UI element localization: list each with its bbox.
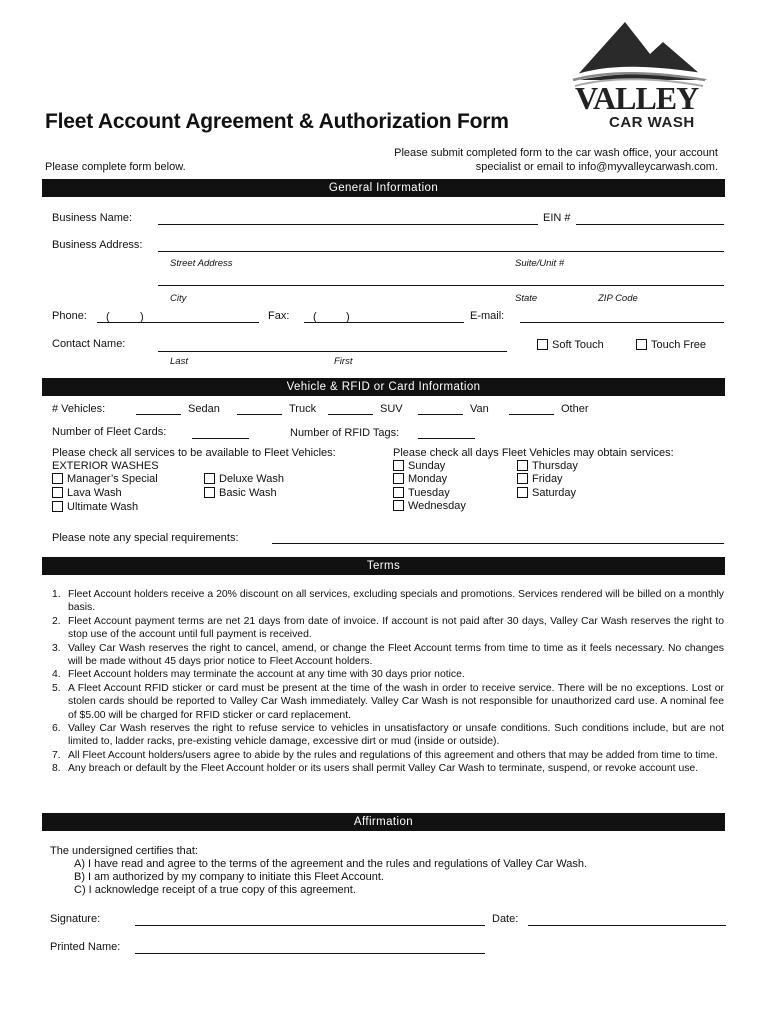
basic-wash-checkbox[interactable] (204, 487, 215, 498)
terms-list (52, 588, 724, 776)
fleet-cards-label: Number of Fleet Cards: (52, 426, 167, 438)
touch-free-checkbox[interactable] (636, 339, 647, 350)
truck-count-field[interactable] (237, 414, 282, 415)
service-deluxe-wash[interactable]: Deluxe Wash (204, 473, 284, 485)
phone-paren-open: ( (106, 311, 110, 323)
ultimate-wash-checkbox[interactable] (52, 501, 63, 512)
last-caption: Last (170, 356, 188, 367)
fax-paren-close: ) (346, 311, 350, 323)
city-state-zip-field[interactable] (158, 285, 724, 286)
first-caption: First (334, 356, 353, 367)
suite-unit-caption: Suite/Unit # (515, 258, 565, 269)
tuesday-checkbox[interactable] (393, 487, 404, 498)
instructions-right-1: Please submit completed form to the car wash office, your account (394, 147, 718, 159)
sedan-count-field[interactable] (136, 414, 181, 415)
exterior-washes-label: EXTERIOR WASHES (52, 460, 159, 472)
street-address-caption: Street Address (170, 258, 233, 269)
term-item: 1. Fleet Account holders receive a 20% discount on all services, excluding specials and promotions. Services rendered will be billed on a monthly basis. (52, 589, 724, 614)
affirmation-intro: The undersigned certifies that: (50, 845, 198, 857)
sedan-label: Sedan (188, 403, 220, 415)
day-monday[interactable]: Monday (393, 473, 447, 485)
soft-touch-option[interactable]: Soft Touch (537, 339, 604, 351)
rfid-tags-field[interactable] (418, 438, 475, 439)
deluxe-wash-checkbox[interactable] (204, 473, 215, 484)
term-item: 5. A Fleet Account RFID sticker or card must be present at the time of the wash in order to receive service. There will be no exceptions. Lost or stolen cards should be reported to Valley Car Wash immediately. Valley Car Wash is not responsible for unauthorized card use. A nominal fee of $5.00 will be charged for RFID sticker or card replacement. (52, 682, 724, 721)
zip-caption: ZIP Code (598, 293, 638, 304)
day-thursday[interactable]: Thursday (517, 460, 578, 472)
affirmation-item-c: C) I acknowledge receipt of a true copy of this agreement. (74, 884, 356, 896)
email-label: E-mail: (470, 310, 505, 322)
fleet-cards-field[interactable] (192, 438, 249, 439)
fax-label: Fax: (268, 310, 290, 322)
van-label: Van (470, 403, 489, 415)
general-info-header: General Information (42, 179, 725, 197)
services-prompt: Please check all services to be available to Fleet Vehicles: (52, 447, 336, 459)
day-saturday[interactable]: Saturday (517, 487, 576, 499)
signature-label: Signature: (50, 913, 101, 925)
date-field[interactable] (528, 925, 726, 926)
terms-header: Terms (42, 557, 725, 575)
state-caption: State (515, 293, 538, 304)
wednesday-checkbox[interactable] (393, 500, 404, 511)
signature-field[interactable] (135, 925, 485, 926)
service-ultimate-wash[interactable]: Ultimate Wash (52, 501, 138, 513)
friday-checkbox[interactable] (517, 473, 528, 484)
day-wednesday[interactable]: Wednesday (393, 500, 466, 512)
lava-wash-checkbox[interactable] (52, 487, 63, 498)
ein-field[interactable] (576, 224, 724, 225)
soft-touch-checkbox[interactable] (537, 339, 548, 350)
thursday-checkbox[interactable] (517, 460, 528, 471)
managers-special-checkbox[interactable] (52, 473, 63, 484)
instructions-right-2: specialist or email to info@myvalleycarwash.com. (475, 161, 718, 173)
logo-brand: VALLEY (575, 80, 699, 116)
phone-label: Phone: (52, 310, 87, 322)
street-address-field[interactable] (158, 251, 724, 252)
num-vehicles-label: # Vehicles: (52, 403, 106, 415)
business-name-label: Business Name: (52, 212, 133, 224)
day-friday[interactable]: Friday (517, 473, 563, 485)
term-item: 4. Fleet Account holders may terminate the account at any time with 30 days prior notice. (52, 669, 465, 681)
touch-free-option[interactable]: Touch Free (636, 339, 706, 351)
business-name-field[interactable] (158, 224, 538, 225)
days-prompt: Please check all days Fleet Vehicles may obtain services: (393, 447, 674, 459)
affirmation-item-b: B) I am authorized by my company to initiate this Fleet Account. (74, 871, 384, 883)
business-address-label: Business Address: (52, 239, 143, 251)
suv-count-field[interactable] (328, 414, 373, 415)
date-label: Date: (492, 913, 519, 925)
city-caption: City (170, 293, 187, 304)
contact-name-field[interactable] (158, 351, 507, 352)
van-count-field[interactable] (418, 414, 463, 415)
day-tuesday[interactable]: Tuesday (393, 487, 450, 499)
monday-checkbox[interactable] (393, 473, 404, 484)
printed-name-label: Printed Name: (50, 941, 121, 953)
service-basic-wash[interactable]: Basic Wash (204, 487, 277, 499)
affirmation-item-a: A) I have read and agree to the terms of the agreement and the rules and regulations of Valley Car Wash. (74, 858, 588, 870)
truck-label: Truck (289, 403, 317, 415)
term-item: 8. Any breach or default by the Fleet Account holder or its users shall permit Valley Car Wash to terminate, suspend, or revoke account use. (52, 763, 699, 775)
other-label: Other (561, 403, 589, 415)
fax-field[interactable] (304, 322, 464, 323)
term-item: 3. Valley Car Wash reserves the right to cancel, amend, or change the Fleet Account terms from time to time as it feels necessary. No changes will be made without 45 days prior notice to Fleet Account holders. (52, 642, 724, 668)
term-item: 7. All Fleet Account holders/users agree to abide by the rules and regulations of this agreement and others that may be added from time to time. (52, 749, 718, 761)
ein-label: EIN # (543, 212, 571, 224)
special-requirements-field[interactable] (272, 543, 724, 544)
sunday-checkbox[interactable] (393, 460, 404, 471)
affirmation-header: Affirmation (42, 813, 725, 831)
term-item: 6. Valley Car Wash reserves the right to refuse service to vehicles in unsatisfactory or unsafe conditions. Such conditions include, but are not limited to, ladder racks, pre-existing vehicle damage, excessive dirt or mud (inside or outside). (52, 723, 724, 748)
contact-name-label: Contact Name: (52, 338, 126, 350)
term-item: 2. Fleet Account payment terms are net 21 days from date of invoice. If account is not paid after 30 days, Valley Car Wash reserves the right to stop use of the account until full payment is received. (52, 615, 724, 641)
suv-label: SUV (380, 403, 403, 415)
other-count-field[interactable] (509, 414, 554, 415)
vehicle-info-header: Vehicle & RFID or Card Information (42, 378, 725, 396)
fax-paren-open: ( (313, 311, 317, 323)
logo-sub: CAR WASH (609, 114, 695, 131)
service-managers-special[interactable]: Manager’s Special (52, 473, 158, 485)
company-logo (565, 20, 715, 135)
email-field[interactable] (520, 322, 724, 323)
saturday-checkbox[interactable] (517, 487, 528, 498)
phone-paren-close: ) (140, 311, 144, 323)
special-requirements-label: Please note any special requirements: (52, 532, 239, 544)
day-sunday[interactable]: Sunday (393, 460, 445, 472)
service-lava-wash[interactable]: Lava Wash (52, 487, 122, 499)
printed-name-field[interactable] (135, 953, 485, 954)
page-title: Fleet Account Agreement & Authorization Form (45, 110, 509, 133)
phone-field[interactable] (97, 322, 259, 323)
rfid-tags-label: Number of RFID Tags: (290, 427, 400, 439)
instructions-left: Please complete form below. (45, 161, 186, 173)
